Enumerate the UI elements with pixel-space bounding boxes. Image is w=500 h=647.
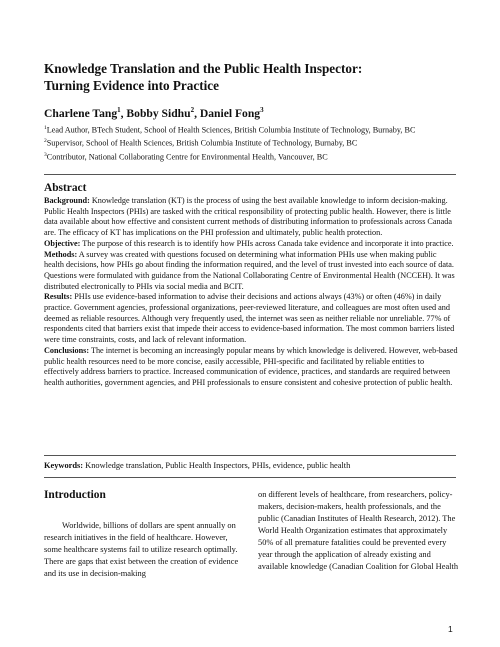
abstract-text: PHIs use evidence-based information to advise their decisions and actions always (43%) or often (46%) in daily practice. Government agencies, professional organizations, peer-reviewed literature, and colleagues are most often used and deemed as reliable resources. Although very frequently used, the internet was seen as neither reliable nor unreliable. 77% of respondents cited that barriers exist that impede their access to evidence-based information. The most common barriers listed were time constraints, costs, and lack of relevant information.: [44, 292, 455, 345]
author-sup: 3: [260, 106, 264, 114]
abstract-text: The purpose of this research is to identify how PHIs across Canada take evidence and incorporate it into practice.: [80, 238, 454, 248]
abstract-label: Conclusions:: [44, 345, 90, 355]
affiliation-text: Lead Author, BTech Student, School of Health Sciences, British Columbia Institute of Technology, Burnaby, BC: [46, 125, 416, 135]
affiliation-text: Supervisor, School of Health Sciences, British Columbia Institute of Technology, Burnaby, BC: [46, 139, 358, 149]
author-name: Daniel Fong: [199, 106, 261, 120]
divider-rule: [44, 174, 456, 175]
abstract-conclusions: [44, 346, 458, 389]
author-name: Bobby Sidhu: [126, 106, 191, 120]
author-sup: 1: [117, 106, 121, 114]
intro-paragraph: Worldwide, billions of dollars are spent annually on research initiatives in the field of healthcare. However, some healthcare systems fail to utilize research optimally. There are gaps that exist between the creation of evidence and its use in decision-making: [44, 521, 239, 578]
abstract-heading: Abstract: [44, 182, 87, 194]
affiliation: [44, 136, 484, 149]
intro-column-right: [258, 489, 458, 573]
paper-title: [44, 60, 464, 94]
title-line-2: Turning Evidence into Practice: [44, 78, 219, 93]
intro-paragraph: on different levels of healthcare, from researchers, policy-makers, decision-makers, health professionals, and the public (Canadian Institutes of Health Research, 2012). The World Health Organization estimates that approximately 50% of all premature fatalities could be prevented every year through the application of already existing and available knowledge (Canadian Coalition for Global Health: [258, 490, 459, 571]
affiliation-sup: 2: [44, 138, 47, 145]
abstract-text: Knowledge translation (KT) is the process of using the best available knowledge to inform decision-making. Public Health Inspectors (PHIs) are tasked with the critical responsibility of protecting public health. However, there is little data available about how effective and consistent current methods of distributing information to professionals across Canada are. The efficacy of KT has implications on the PHI profession and ultimately, public health protection.: [44, 196, 452, 238]
affiliation-sup: 1: [44, 125, 47, 131]
abstract-objective: [44, 239, 458, 250]
abstract-text: A survey was created with questions focused on determining what information PHIs use when making public health decisions, how PHIs go about finding the information required, and the level of trust invested into each source of data. Questions were formulated with guidance from the National Collaborating Centre of Environmental Health (NCCEH). It was distributed electronically to PHIs via social media and BCIT.: [44, 249, 455, 291]
divider-rule: [44, 455, 456, 456]
affiliation-text: Contributor, National Collaborating Centre for Environmental Health, Vancouver, BC: [46, 152, 328, 162]
page-number: 1: [448, 624, 453, 634]
author-separator: ,: [194, 106, 200, 120]
title-line-1: Knowledge Translation and the Public Health Inspector:: [44, 61, 363, 76]
keywords: [44, 461, 458, 470]
abstract-background: [44, 196, 458, 239]
author-separator: ,: [120, 106, 127, 120]
abstract-label: Background:: [44, 196, 90, 205]
intro-column-left: [44, 520, 244, 580]
abstract-text: The internet is becoming an increasingly popular means by which knowledge is delivered. However, web-based public health resources need to be more concise, easily accessible, PHI-specific and facilitated by reliable entities to effectively address barriers to practice. Increased communication of evidence, practices, and standards are required between health authorities, government agencies, and PHI professionals to ensure consistent and cohesive protection of public health.: [44, 345, 458, 387]
author-sup: 2: [190, 106, 195, 114]
keywords-text: Knowledge translation, Public Health Inspectors, PHIs, evidence, public health: [83, 461, 351, 470]
affiliation-sup: 3: [44, 151, 47, 158]
keywords-label: Keywords:: [44, 461, 84, 470]
affiliation: [44, 150, 484, 163]
author-name: Charlene Tang: [44, 106, 118, 120]
author-list: [44, 106, 264, 120]
abstract-results: [44, 292, 458, 346]
abstract-label: Results:: [44, 292, 73, 302]
abstract-methods: [44, 250, 458, 293]
divider-rule: [44, 477, 456, 478]
abstract-body: [44, 196, 458, 389]
abstract-label: Methods:: [44, 249, 78, 259]
abstract-label: Objective:: [44, 238, 81, 248]
introduction-heading: Introduction: [44, 489, 106, 501]
affiliation: [44, 123, 484, 136]
affiliations: [44, 123, 484, 163]
